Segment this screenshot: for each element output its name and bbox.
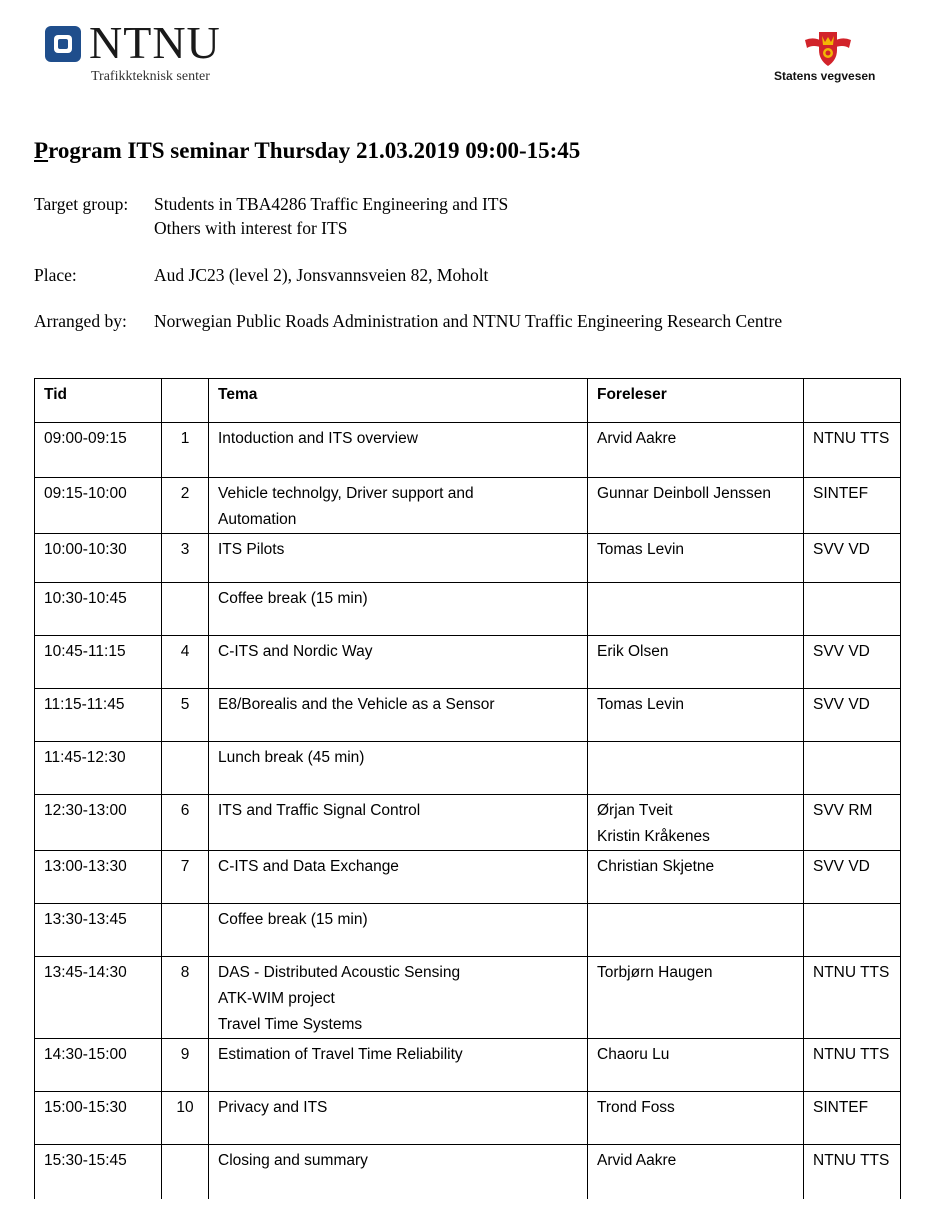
topic-line: Closing and summary (218, 1152, 368, 1169)
arranged-label: Arranged by: (34, 311, 127, 331)
cell-org: SINTEF (804, 1092, 901, 1145)
cell-lecturer (588, 636, 804, 689)
cell-num (162, 583, 209, 636)
svv-name: Statens vegvesen (774, 69, 876, 83)
cell-lecturer (588, 583, 804, 636)
cell-org: SINTEF (804, 478, 901, 534)
topic-line: ITS Pilots (218, 541, 285, 558)
lecturer-line: Trond Foss (597, 1099, 675, 1116)
topic-line: C-ITS and Nordic Way (218, 643, 373, 660)
lecturer-line: Arvid Aakre (597, 1152, 677, 1169)
table-row (35, 904, 901, 957)
lecturer-line: Torbjørn Haugen (597, 964, 713, 981)
header-num (162, 379, 209, 423)
cell-time: 14:30-15:00 (35, 1039, 162, 1092)
header-time: Tid (35, 379, 162, 423)
cell-num: 7 (162, 851, 209, 904)
table-row (35, 534, 901, 583)
lecturer-line: Tomas Levin (597, 541, 685, 558)
cell-time: 12:30-13:00 (35, 795, 162, 851)
cell-lecturer (588, 1145, 804, 1199)
table-row (35, 689, 901, 742)
table-row (35, 851, 901, 904)
cell-topic (209, 957, 588, 1039)
ntnu-logo-icon (45, 26, 81, 62)
topic-line: Coffee break (15 min) (218, 590, 368, 607)
topic-line: C-ITS and Data Exchange (218, 858, 399, 875)
svv-logo (768, 26, 888, 88)
cell-topic (209, 1092, 588, 1145)
arranged-value: Norwegian Public Roads Administration and NTNU Traffic Engineering Research Centre (154, 311, 783, 331)
cell-num (162, 1145, 209, 1199)
cell-topic (209, 1145, 588, 1199)
topic-line: Vehicle technolgy, Driver support and (218, 485, 474, 502)
topic-line: Travel Time Systems (218, 1016, 363, 1033)
cell-topic (209, 583, 588, 636)
cell-org: SVV VD (804, 534, 901, 583)
cell-org: SVV VD (804, 851, 901, 904)
table-row (35, 583, 901, 636)
cell-org: SVV VD (804, 689, 901, 742)
cell-num (162, 742, 209, 795)
cell-org: NTNU TTS (804, 957, 901, 1039)
cell-org (804, 742, 901, 795)
title-first-letter: P (34, 138, 49, 163)
topic-line: Intoduction and ITS overview (218, 430, 418, 447)
svv-emblem-icon (801, 26, 855, 68)
cell-topic (209, 689, 588, 742)
cell-time: 13:00-13:30 (35, 851, 162, 904)
table-row (35, 957, 901, 1039)
cell-lecturer (588, 1039, 804, 1092)
lecturer-line: Kristin Kråkenes (597, 828, 710, 845)
header-org (804, 379, 901, 423)
cell-topic (209, 904, 588, 957)
cell-num: 1 (162, 423, 209, 478)
table-row (35, 742, 901, 795)
lecturer-line: Arvid Aakre (597, 430, 677, 447)
topic-line: ITS and Traffic Signal Control (218, 802, 421, 819)
cell-time: 10:30-10:45 (35, 583, 162, 636)
cell-org: SVV RM (804, 795, 901, 851)
cell-time: 10:00-10:30 (35, 534, 162, 583)
cell-topic (209, 534, 588, 583)
cell-time: 11:15-11:45 (35, 689, 162, 742)
table-row (35, 1092, 901, 1145)
topic-line: ATK-WIM project (218, 990, 335, 1007)
cell-lecturer (588, 1092, 804, 1145)
cell-lecturer (588, 478, 804, 534)
lecturer-line: Tomas Levin (597, 696, 685, 713)
lecturer-line: Ørjan Tveit (597, 802, 673, 819)
table-row (35, 423, 901, 478)
target-group-line-2: Others with interest for ITS (154, 218, 348, 238)
table-row (35, 795, 901, 851)
cell-num: 2 (162, 478, 209, 534)
cell-org (804, 583, 901, 636)
cell-time: 09:00-09:15 (35, 423, 162, 478)
cell-lecturer (588, 742, 804, 795)
topic-line: E8/Borealis and the Vehicle as a Sensor (218, 696, 495, 713)
place-value: Aud JC23 (level 2), Jonsvannsveien 82, Moholt (154, 265, 489, 285)
cell-org: NTNU TTS (804, 1039, 901, 1092)
cell-num: 9 (162, 1039, 209, 1092)
title-rest: rogram ITS seminar Thursday 21.03.2019 09:00-15:45 (48, 138, 581, 163)
cell-time: 15:00-15:30 (35, 1092, 162, 1145)
cell-num: 8 (162, 957, 209, 1039)
cell-topic (209, 851, 588, 904)
topic-line: Privacy and ITS (218, 1099, 328, 1116)
table-row (35, 636, 901, 689)
ntnu-subtitle: Trafikkteknisk senter (91, 69, 210, 84)
cell-topic (209, 423, 588, 478)
cell-num: 10 (162, 1092, 209, 1145)
header-lecturer: Foreleser (588, 379, 804, 423)
cell-lecturer (588, 904, 804, 957)
ntnu-logo (45, 17, 245, 86)
cell-org: NTNU TTS (804, 423, 901, 478)
lecturer-line: Gunnar Deinboll Jenssen (597, 485, 772, 502)
lecturer-line: Christian Skjetne (597, 858, 715, 875)
table-row (35, 478, 901, 534)
cell-time: 13:30-13:45 (35, 904, 162, 957)
cell-lecturer (588, 689, 804, 742)
cell-num: 5 (162, 689, 209, 742)
cell-num: 6 (162, 795, 209, 851)
topic-line: Automation (218, 511, 297, 528)
cell-topic (209, 795, 588, 851)
place-label: Place: (34, 265, 77, 285)
cell-org: NTNU TTS (804, 1145, 901, 1199)
cell-topic (209, 1039, 588, 1092)
topic-line: Lunch break (45 min) (218, 749, 365, 766)
cell-time: 15:30-15:45 (35, 1145, 162, 1199)
cell-org: SVV VD (804, 636, 901, 689)
cell-topic (209, 478, 588, 534)
lecturer-line: Erik Olsen (597, 643, 669, 660)
schedule-table (34, 378, 901, 1199)
topic-line: Coffee break (15 min) (218, 911, 368, 928)
cell-time: 09:15-10:00 (35, 478, 162, 534)
topic-line: Estimation of Travel Time Reliability (218, 1046, 463, 1063)
topic-line: DAS - Distributed Acoustic Sensing (218, 964, 461, 981)
page-title (34, 136, 580, 166)
cell-num (162, 904, 209, 957)
header-topic: Tema (209, 379, 588, 423)
table-header-row (35, 379, 901, 423)
cell-lecturer (588, 534, 804, 583)
table-row (35, 1145, 901, 1199)
cell-lecturer (588, 851, 804, 904)
cell-num: 4 (162, 636, 209, 689)
table-row (35, 1039, 901, 1092)
schedule-body (35, 423, 901, 1199)
cell-topic (209, 742, 588, 795)
cell-lecturer (588, 423, 804, 478)
cell-num: 3 (162, 534, 209, 583)
cell-time: 10:45-11:15 (35, 636, 162, 689)
cell-org (804, 904, 901, 957)
cell-time: 11:45-12:30 (35, 742, 162, 795)
cell-lecturer (588, 957, 804, 1039)
cell-topic (209, 636, 588, 689)
lecturer-line: Chaoru Lu (597, 1046, 670, 1063)
target-group-line-1: Students in TBA4286 Traffic Engineering and ITS (154, 194, 509, 214)
cell-time: 13:45-14:30 (35, 957, 162, 1039)
cell-lecturer (588, 795, 804, 851)
target-group-label: Target group: (34, 194, 129, 214)
ntnu-wordmark: NTNU (89, 17, 221, 68)
